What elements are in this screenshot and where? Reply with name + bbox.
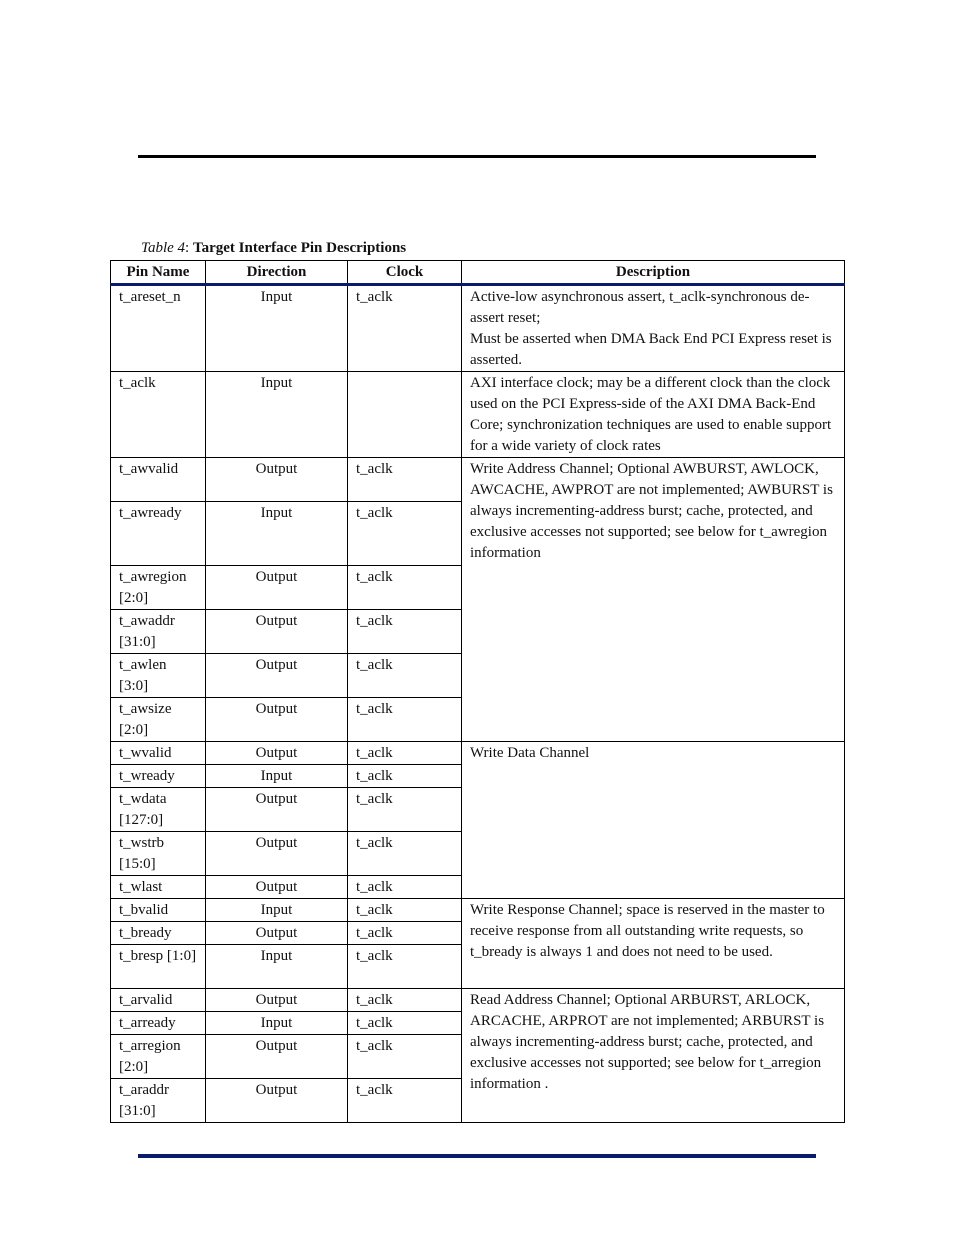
direction-cell: Input bbox=[206, 502, 348, 566]
direction-cell: Output bbox=[206, 1079, 348, 1123]
col-header-clock: Clock bbox=[348, 261, 462, 285]
clock-cell: t_aclk bbox=[348, 610, 462, 654]
clock-cell: t_aclk bbox=[348, 922, 462, 945]
direction-cell: Input bbox=[206, 945, 348, 989]
clock-cell: t_aclk bbox=[348, 742, 462, 765]
direction-cell: Input bbox=[206, 765, 348, 788]
description-cell: Write Address Channel; Optional AWBURST, AWLOCK, AWCACHE, AWPROT are not implemented; AWBURST is always incrementing-address burst; cache, protected, and exclusive accesses not supported; see below for t_awregion information bbox=[462, 458, 845, 742]
table-row bbox=[111, 899, 845, 922]
clock-cell: t_aclk bbox=[348, 502, 462, 566]
caption-separator: : bbox=[185, 240, 193, 256]
clock-cell bbox=[348, 372, 462, 458]
clock-cell: t_aclk bbox=[348, 945, 462, 989]
table-row bbox=[111, 458, 845, 502]
clock-cell: t_aclk bbox=[348, 832, 462, 876]
col-header-description: Description bbox=[462, 261, 845, 285]
description-text: Active-low asynchronous assert, t_aclk-synchronous de-assert reset; bbox=[470, 289, 810, 326]
description-cell: AXI interface clock; may be a different clock than the clock used on the PCI Express-side of the AXI DMA Back-End Core; synchronization techniques are used to enable support for a wide variety of clock rates bbox=[462, 372, 845, 458]
pin-name-cell: t_awlen [3:0] bbox=[111, 654, 206, 698]
caption-title: Target Interface Pin Descriptions bbox=[192, 240, 407, 256]
pin-name-cell: t_awaddr [31:0] bbox=[111, 610, 206, 654]
clock-cell: t_aclk bbox=[348, 765, 462, 788]
direction-cell: Output bbox=[206, 788, 348, 832]
pin-name-cell: t_wvalid bbox=[111, 742, 206, 765]
pin-name-cell: t_wready bbox=[111, 765, 206, 788]
direction-cell: Input bbox=[206, 1012, 348, 1035]
direction-cell: Output bbox=[206, 989, 348, 1012]
header-rule bbox=[138, 155, 816, 158]
pin-name-cell: t_wlast bbox=[111, 876, 206, 899]
clock-cell: t_aclk bbox=[348, 1035, 462, 1079]
clock-cell: t_aclk bbox=[348, 698, 462, 742]
direction-cell: Output bbox=[206, 742, 348, 765]
clock-cell: t_aclk bbox=[348, 989, 462, 1012]
direction-cell: Output bbox=[206, 610, 348, 654]
direction-cell: Input bbox=[206, 285, 348, 372]
clock-cell: t_aclk bbox=[348, 788, 462, 832]
direction-cell: Output bbox=[206, 1035, 348, 1079]
clock-cell: t_aclk bbox=[348, 876, 462, 899]
clock-cell: t_aclk bbox=[348, 1079, 462, 1123]
clock-cell: t_aclk bbox=[348, 458, 462, 502]
footer-rule bbox=[138, 1154, 816, 1158]
pin-name-cell: t_wstrb [15:0] bbox=[111, 832, 206, 876]
pin-descriptions-table bbox=[110, 260, 845, 1123]
pin-name-cell: t_bresp [1:0] bbox=[111, 945, 206, 989]
pin-name-cell: t_arvalid bbox=[111, 989, 206, 1012]
pin-name-cell: t_awsize [2:0] bbox=[111, 698, 206, 742]
table-row bbox=[111, 285, 845, 372]
direction-cell: Output bbox=[206, 566, 348, 610]
clock-cell: t_aclk bbox=[348, 1012, 462, 1035]
description-cell: Read Address Channel; Optional ARBURST, ARLOCK, ARCACHE, ARPROT are not implemented; ARBURST is always incrementing-address burst; cache, protected, and exclusive accesses not supported; see below for t_arregion information . bbox=[462, 989, 845, 1123]
direction-cell: Input bbox=[206, 899, 348, 922]
description-cell: Write Response Channel; space is reserved in the master to receive response from all outstanding write requests, so t_bready is always 1 and does not need to be used. bbox=[462, 899, 845, 989]
pin-name-cell: t_araddr [31:0] bbox=[111, 1079, 206, 1123]
pin-name-cell: t_arregion [2:0] bbox=[111, 1035, 206, 1079]
description-text: Must be asserted when DMA Back End PCI Express reset is asserted. bbox=[470, 331, 832, 368]
pin-name-cell: t_bvalid bbox=[111, 899, 206, 922]
pin-name-cell: t_awvalid bbox=[111, 458, 206, 502]
caption-label: Table 4 bbox=[141, 240, 186, 256]
description-cell bbox=[462, 285, 845, 372]
clock-cell: t_aclk bbox=[348, 566, 462, 610]
pin-name-cell: t_awready bbox=[111, 502, 206, 566]
table-row bbox=[111, 742, 845, 765]
direction-cell: Output bbox=[206, 832, 348, 876]
direction-cell: Output bbox=[206, 458, 348, 502]
clock-cell: t_aclk bbox=[348, 899, 462, 922]
table-row bbox=[111, 372, 845, 458]
direction-cell: Output bbox=[206, 876, 348, 899]
pin-name-cell: t_bready bbox=[111, 922, 206, 945]
pin-name-cell: t_aclk bbox=[111, 372, 206, 458]
pin-name-cell: t_wdata [127:0] bbox=[111, 788, 206, 832]
pin-name-cell: t_arready bbox=[111, 1012, 206, 1035]
description-cell: Write Data Channel bbox=[462, 742, 845, 899]
table-row bbox=[111, 989, 845, 1012]
direction-cell: Output bbox=[206, 698, 348, 742]
table-header-row bbox=[111, 261, 845, 285]
col-header-pin-name: Pin Name bbox=[111, 261, 206, 285]
direction-cell: Input bbox=[206, 372, 348, 458]
pin-name-cell: t_awregion [2:0] bbox=[111, 566, 206, 610]
clock-cell: t_aclk bbox=[348, 285, 462, 372]
table-caption bbox=[141, 240, 406, 257]
pin-name-cell: t_areset_n bbox=[111, 285, 206, 372]
direction-cell: Output bbox=[206, 922, 348, 945]
direction-cell: Output bbox=[206, 654, 348, 698]
col-header-direction: Direction bbox=[206, 261, 348, 285]
clock-cell: t_aclk bbox=[348, 654, 462, 698]
